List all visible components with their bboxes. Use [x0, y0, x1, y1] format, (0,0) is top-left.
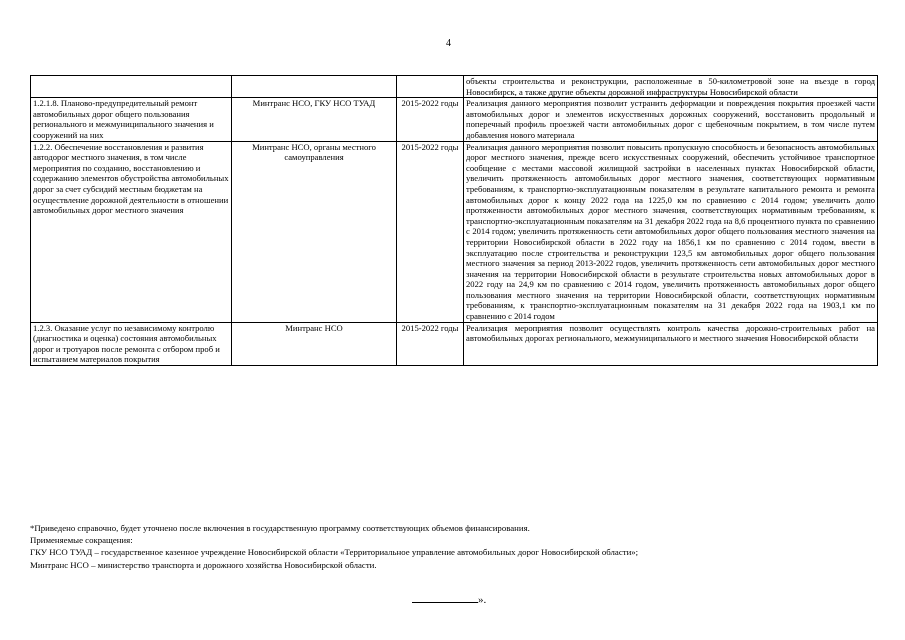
table-row — [31, 76, 878, 98]
term-cell: 2015-2022 годы — [397, 98, 464, 141]
page-number: 4 — [446, 38, 451, 49]
abbreviations-title: Применяемые сокращения: — [30, 535, 133, 546]
table-row — [31, 141, 878, 322]
expected-result-cell: Реализация мероприятия позволит осуществлять контроль качества дорожно-строительных работ на автомобильных дорогах регионального, межмуниципального и местного значения Новосибирской области — [464, 322, 878, 365]
measure-name-cell: 1.2.1.8. Планово-предупредительный ремонт автомобильных дорог общего пользования регионального и межмуниципального значения и сооружений на них — [31, 98, 232, 141]
executor-cell: Минтранс НСО, ГКУ НСО ТУАД — [232, 98, 397, 141]
closing-quote: ». — [478, 594, 487, 606]
executor-cell: Минтранс НСО — [232, 322, 397, 365]
closing-line — [412, 592, 486, 606]
abbreviation-tuad: ГКУ НСО ТУАД – государственное казенное учреждение Новосибирской области «Территориальное управление автомобильных дорог Новосибирской области»; — [30, 547, 639, 558]
notes-block — [30, 522, 878, 571]
measure-name-cell: 1.2.2. Обеспечение восстановления и развития автодорог местного значения, в том числе мероприятия по созданию, восстановлению и содержанию элементов обустройства автомобильных дорог за счет субсидий местным бюджетам на осуществление дорожной деятельности в отношении автомобильных дорог местного значения — [31, 141, 232, 322]
abbreviation-mintrans: Минтранс НСО – министерство транспорта и дорожного хозяйства Новосибирской области. — [30, 559, 377, 570]
table-row — [31, 322, 878, 365]
executor-cell: Минтранс НСО, органы местного самоуправления — [232, 141, 397, 322]
expected-result-cell: Реализация данного мероприятия позволит устранить деформации и повреждения покрытия проезжей части автомобильных дорог и элементов искусственных дорожных сооружений, восстановить продольный и поперечный профиль проезжей части автомобильных дорог с щебеночным покрытием, в том числе путем добавления нового материала — [464, 98, 878, 141]
expected-result-cell: объекты строительства и реконструкции, расположенные в 50-километровой зоне на въезде в город Новосибирск, а также другие объекты дорожной инфраструктуры Новосибирской области — [464, 76, 878, 98]
table-row — [31, 98, 878, 141]
expected-result-cell: Реализация данного мероприятия позволит повысить пропускную способность и безопасность автомобильных дорог местного значения, прежде всего искусственных сооружений, обеспечить устойчивое транспортное сообщение с местами массовой жилищной застройки в населенных пунктах Новосибирской области, увеличить протяженность автомобильных дорог местного значения, соответствующих нормативным требованиям, к транспортно-эксплуатационным показателям в результате капитального ремонта и ремонта автомобильных дорог к концу 2022 года на 1225,0 км по сравнению с 2014 годом; увеличить долю протяженности автомобильных дорог местного значения, соответствующих нормативным требованиям, к транспортно-эксплуатационным показателям на 31 декабря 2022 года на 8,6 процентного пункта по сравнению с 2014 годом; увеличить протяженность сети автомобильных дорог общего пользования местного значения на территории Новосибирской области в 2022 году на 1856,1 км по сравнению с 2014 годом, ввести в эксплуатацию после строительства и реконструкции 123,5 км автомобильных дорог общего пользования местного значения за период 2013-2022 годов, увеличить протяженность сети автомобильных дорог местного значения на территории Новосибирской области в результате строительства новых автомобильных дорог в 2022 году на 24,9 км по сравнению с 2014 годом, увеличить протяженность автомобильных дорог общего пользования местного значения на территории Новосибирской области, соответствующих нормативным требованиям, к транспортно-эксплуатационным показателям на 31 декабря 2022 года на 1903,1 км по сравнению с 2014 годом — [464, 141, 878, 322]
footnote: *Приведено справочно, будет уточнено после включения в государственную программу соответствующих объемов финансирования. — [30, 523, 530, 533]
term-cell: 2015-2022 годы — [397, 322, 464, 365]
term-cell: 2015-2022 годы — [397, 141, 464, 322]
measure-name-cell: 1.2.3. Оказание услуг по независимому контролю (диагностика и оценка) состояния автомобильных дорог и тротуаров после ремонта с отбором проб и испытанием материалов покрытия — [31, 322, 232, 365]
measures-table — [30, 75, 878, 366]
term-cell — [397, 76, 464, 98]
signature-blank-line — [412, 592, 478, 603]
measure-name-cell — [31, 76, 232, 98]
executor-cell — [232, 76, 397, 98]
